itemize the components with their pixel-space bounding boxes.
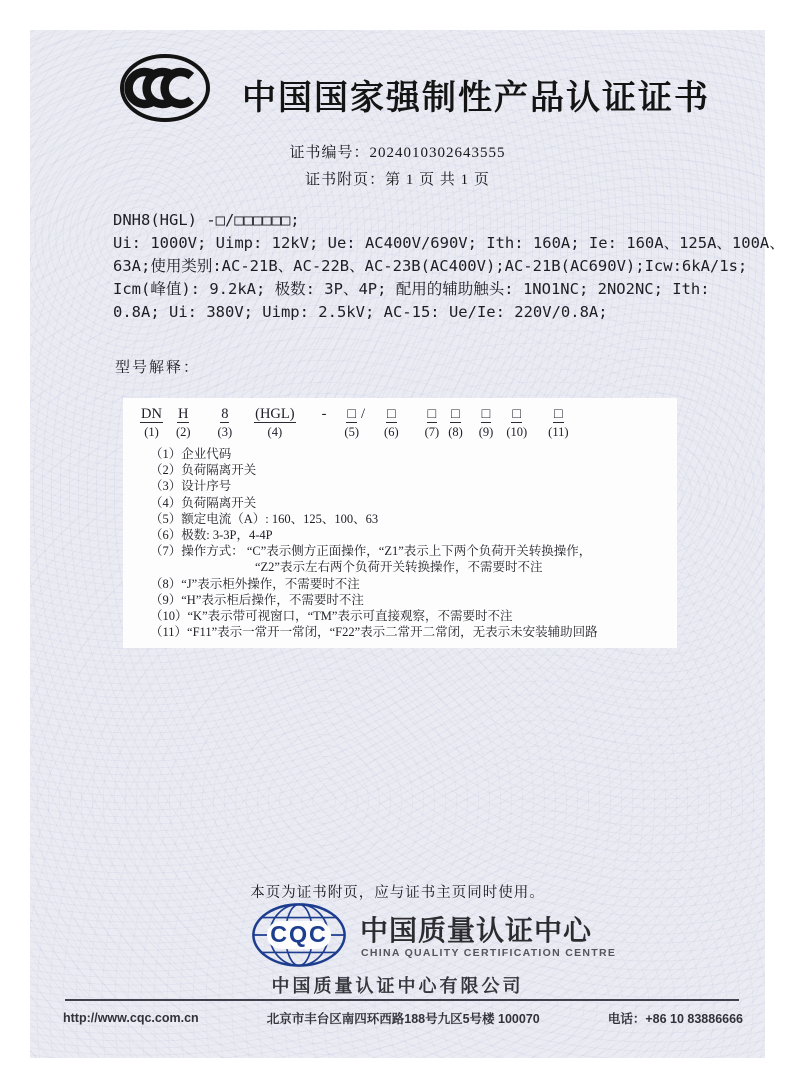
certificate-sheet	[30, 30, 785, 1058]
certificate-number: 证书编号：2024010302643555	[289, 145, 506, 161]
model-code-slot: □ (6)	[384, 406, 399, 439]
model-code-slot: □ (9)	[478, 406, 494, 439]
cqc-logo-text: CQC	[270, 920, 328, 947]
page-count-note: 证书附页：第 1 页 共 1 页	[305, 172, 490, 188]
model-code-slash: /	[361, 406, 366, 422]
spec-model-line: DNH8(HGL) -□/□□□□□□;	[113, 211, 300, 229]
model-explanation-heading: 型号解释：	[115, 360, 201, 376]
spec-line: Icm(峰值): 9.2kA; 极数: 3P、4P; 配用的辅助触头: 1NO1NC; 2NO2NC; Ith:	[113, 280, 710, 298]
cqc-globe-icon	[250, 902, 348, 973]
cqc-name-cn: 中国质量认证中心	[360, 915, 593, 946]
page-title: 中国国家强制性产品认证证书	[242, 79, 710, 117]
model-code-dash: -	[321, 406, 327, 422]
attachment-usage-note: 本页为证书附页，应与证书主页同时使用。	[250, 885, 545, 901]
contact-row	[63, 1009, 743, 1027]
model-code-part: DN (1)	[141, 406, 162, 439]
address-text: 北京市丰台区南四环西路188号九区5号楼 100070	[266, 1012, 540, 1026]
footer-divider	[65, 999, 739, 1001]
model-note: （9）“H”表示柜后操作，不需要时不注	[150, 592, 364, 607]
phone-text: 电话：+86 10 83886666	[607, 1012, 743, 1026]
model-note: （8）“J”表示柜外操作，不需要时不注	[150, 576, 360, 591]
model-code-slot: □ (7)	[424, 406, 440, 439]
model-note: （7）操作方式： “C”表示侧方正面操作，“Z1”表示上下两个负荷开关转换操作，	[150, 544, 592, 559]
company-name: 中国质量认证中心有限公司	[271, 976, 524, 996]
model-note-continuation: “Z2”表示左右两个负荷开关转换操作，不需要时不注	[255, 560, 543, 575]
product-spec-block	[113, 209, 785, 324]
model-note: （2）负荷隔离开关	[150, 463, 257, 478]
model-code-slot: □ (11)	[548, 406, 569, 439]
model-code-slot: □ (5)	[344, 406, 359, 439]
spec-line: 63A;使用类别:AC-21B、AC-22B、AC-23B(AC400V);AC-21B(AC690V);Icw:6kA/1s;	[113, 257, 748, 275]
model-note: （1）企业代码	[150, 447, 232, 461]
model-code-row	[123, 398, 677, 440]
model-code-part: H (2)	[175, 406, 191, 439]
website-link: http://www.cqc.com.cn	[63, 1011, 199, 1025]
model-code-part: 8 (3)	[217, 406, 233, 439]
model-note: （3）设计序号	[150, 479, 232, 494]
model-explanation-box	[123, 398, 677, 648]
model-code-slot: □ (8)	[448, 406, 463, 439]
cqc-name-en: CHINA QUALITY CERTIFICATION CENTRE	[361, 947, 617, 959]
spec-line: 0.8A; Ui: 380V; Uimp: 2.5kV; AC-15: Ue/Ie: 220V/0.8A;	[113, 303, 608, 321]
model-note: （5）额定电流（A）: 160、125、100、63	[150, 511, 379, 526]
model-note: （11）“F11”表示一常开一常闭，“F22”表示二常开二常闭，无表示未安装辅助回路	[150, 625, 598, 640]
model-note: （4）负荷隔离开关	[150, 495, 257, 510]
ccc-certification-icon	[118, 52, 212, 129]
spec-line: Ui: 1000V; Uimp: 12kV; Ue: AC400V/690V; Ith: 160A; Ie: 160A、125A、100A、	[113, 234, 785, 252]
model-code-part: (HGL) (4)	[255, 406, 295, 439]
model-code-slot: □ (10)	[506, 406, 528, 439]
model-notes-list	[150, 446, 670, 640]
model-note: （10）“K”表示带可视窗口，“TM”表示可直接观察，不需要时不注	[150, 609, 513, 624]
model-note: （6）极数: 3-3P，4-4P	[150, 528, 273, 543]
